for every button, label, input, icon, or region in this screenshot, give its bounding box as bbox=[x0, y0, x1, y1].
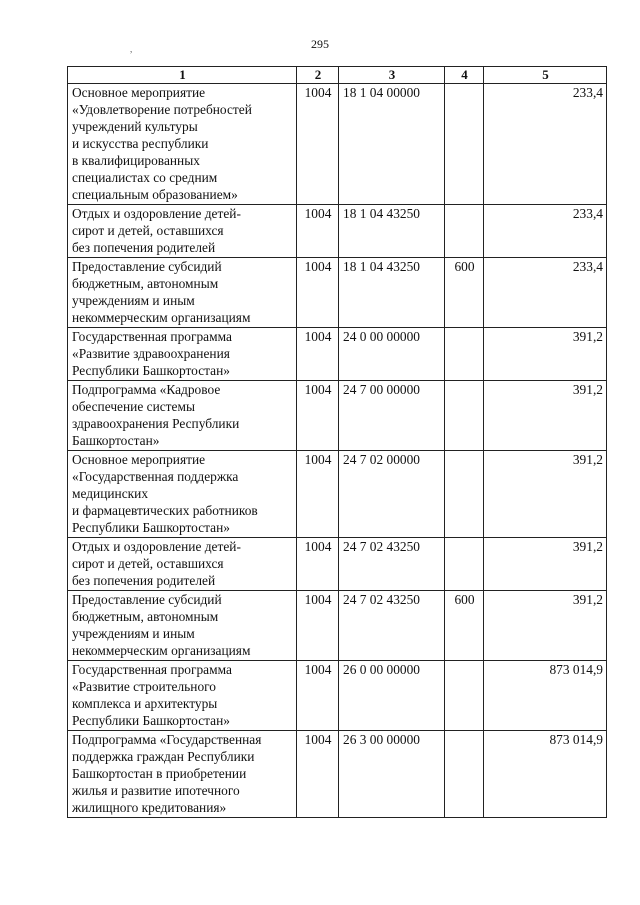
item-name: Отдых и оздоровление детей- сирот и детей, оставшихся без попечения родителей bbox=[68, 538, 297, 591]
table-row bbox=[68, 328, 607, 381]
page-number: 295 bbox=[311, 37, 329, 51]
expense-type bbox=[445, 731, 484, 818]
amount: 233,4 bbox=[484, 84, 607, 205]
expense-type bbox=[445, 328, 484, 381]
table-row bbox=[68, 84, 607, 205]
table-row bbox=[68, 591, 607, 661]
item-name: Подпрограмма «Государственная поддержка граждан Республики Башкортостан в приобретении жилья и развитие ипотечного жилищного кредитования» bbox=[68, 731, 297, 818]
expense-type bbox=[445, 451, 484, 538]
header-col-3: 3 bbox=[339, 67, 445, 84]
target-code: 24 0 00 00000 bbox=[339, 328, 445, 381]
expense-type bbox=[445, 205, 484, 258]
table-row bbox=[68, 258, 607, 328]
expense-type: 600 bbox=[445, 591, 484, 661]
amount: 391,2 bbox=[484, 591, 607, 661]
section-code: 1004 bbox=[297, 381, 339, 451]
amount: 391,2 bbox=[484, 381, 607, 451]
target-code: 26 0 00 00000 bbox=[339, 661, 445, 731]
table-row bbox=[68, 661, 607, 731]
table-row bbox=[68, 538, 607, 591]
item-name: Государственная программа «Развитие здравоохранения Республики Башкортостан» bbox=[68, 328, 297, 381]
expense-type: 600 bbox=[445, 258, 484, 328]
header-col-1: 1 bbox=[68, 67, 297, 84]
section-code: 1004 bbox=[297, 731, 339, 818]
table-row bbox=[68, 205, 607, 258]
header-col-4: 4 bbox=[445, 67, 484, 84]
header-col-5: 5 bbox=[484, 67, 607, 84]
target-code: 18 1 04 43250 bbox=[339, 205, 445, 258]
item-name: Основное мероприятие «Удовлетворение потребностей учреждений культуры и искусства республики в квалифицированных специалистах со средним специальным образованием» bbox=[68, 84, 297, 205]
amount: 391,2 bbox=[484, 538, 607, 591]
target-code: 18 1 04 00000 bbox=[339, 84, 445, 205]
item-name: Предоставление субсидий бюджетным, автономным учреждениям и иным некоммерческим организациям bbox=[68, 258, 297, 328]
expense-type bbox=[445, 381, 484, 451]
section-code: 1004 bbox=[297, 538, 339, 591]
section-code: 1004 bbox=[297, 258, 339, 328]
section-code: 1004 bbox=[297, 328, 339, 381]
target-code: 26 3 00 00000 bbox=[339, 731, 445, 818]
item-name: Подпрограмма «Кадровое обеспечение системы здравоохранения Республики Башкортостан» bbox=[68, 381, 297, 451]
item-name: Отдых и оздоровление детей- сирот и детей, оставшихся без попечения родителей bbox=[68, 205, 297, 258]
header-row bbox=[68, 67, 607, 84]
amount: 391,2 bbox=[484, 451, 607, 538]
target-code: 24 7 02 43250 bbox=[339, 591, 445, 661]
amount: 391,2 bbox=[484, 328, 607, 381]
section-code: 1004 bbox=[297, 451, 339, 538]
expense-type bbox=[445, 661, 484, 731]
item-name: Предоставление субсидий бюджетным, автономным учреждениям и иным некоммерческим организациям bbox=[68, 591, 297, 661]
header-col-2: 2 bbox=[297, 67, 339, 84]
target-code: 24 7 00 00000 bbox=[339, 381, 445, 451]
budget-table bbox=[67, 66, 607, 818]
amount: 233,4 bbox=[484, 258, 607, 328]
section-code: 1004 bbox=[297, 661, 339, 731]
amount: 233,4 bbox=[484, 205, 607, 258]
item-name: Основное мероприятие «Государственная поддержка медицинских и фармацевтических работников Республики Башкортостан» bbox=[68, 451, 297, 538]
stray-mark: , bbox=[130, 44, 133, 54]
table-row bbox=[68, 381, 607, 451]
target-code: 24 7 02 43250 bbox=[339, 538, 445, 591]
expense-type bbox=[445, 84, 484, 205]
table-row bbox=[68, 451, 607, 538]
section-code: 1004 bbox=[297, 591, 339, 661]
amount: 873 014,9 bbox=[484, 731, 607, 818]
amount: 873 014,9 bbox=[484, 661, 607, 731]
target-code: 18 1 04 43250 bbox=[339, 258, 445, 328]
target-code: 24 7 02 00000 bbox=[339, 451, 445, 538]
section-code: 1004 bbox=[297, 84, 339, 205]
item-name: Государственная программа «Развитие строительного комплекса и архитектуры Республики Башкортостан» bbox=[68, 661, 297, 731]
expense-type bbox=[445, 538, 484, 591]
table-row bbox=[68, 731, 607, 818]
section-code: 1004 bbox=[297, 205, 339, 258]
